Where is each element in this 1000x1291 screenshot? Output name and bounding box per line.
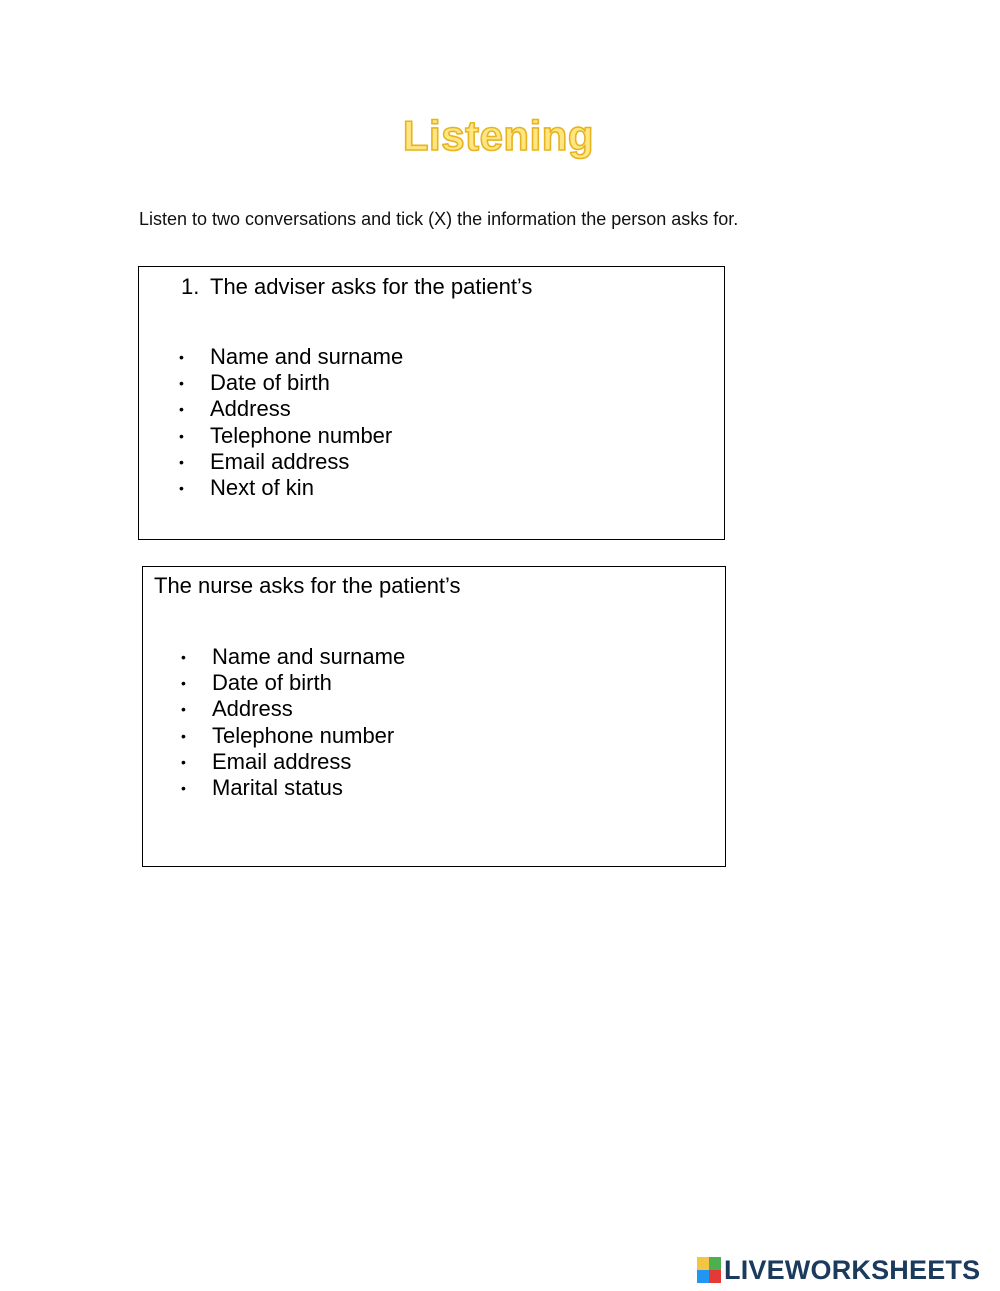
- bullet-icon: •: [181, 779, 186, 796]
- list-item[interactable]: [179, 344, 403, 370]
- item-label: Email address: [210, 448, 350, 474]
- list-item[interactable]: [179, 370, 403, 396]
- item-label: Telephone number: [212, 722, 395, 748]
- question-box-1: [138, 266, 725, 540]
- list-item[interactable]: [179, 396, 403, 422]
- bullet-icon: •: [181, 675, 186, 692]
- bullet-icon: •: [179, 401, 184, 418]
- list-item[interactable]: [181, 723, 405, 749]
- logo-square-green: [709, 1257, 721, 1270]
- bullet-icon: •: [181, 701, 186, 718]
- option-list: [181, 644, 405, 801]
- page-title: Listening: [402, 112, 595, 159]
- list-item[interactable]: [179, 475, 403, 501]
- bullet-icon: •: [179, 453, 184, 470]
- bullet-icon: •: [181, 727, 186, 744]
- instruction-text: Listen to two conversations and tick (X) the information the person asks for.: [139, 209, 739, 229]
- bullet-icon: •: [179, 479, 184, 496]
- item-label: Date of birth: [212, 670, 332, 696]
- logo-square-blue: [697, 1270, 709, 1283]
- logo-square-yellow: [697, 1257, 709, 1270]
- item-label: Address: [210, 396, 291, 422]
- item-label: Next of kin: [210, 474, 314, 500]
- option-list: [179, 344, 403, 501]
- list-item[interactable]: [181, 644, 405, 670]
- question-heading: The adviser asks for the patient’s: [210, 274, 533, 299]
- question-number: 1.: [181, 274, 200, 299]
- question-box-2: [142, 566, 726, 867]
- bullet-icon: •: [179, 427, 184, 444]
- list-item[interactable]: [181, 696, 405, 722]
- item-label: Telephone number: [210, 422, 393, 448]
- list-item[interactable]: [181, 670, 405, 696]
- question-heading: The nurse asks for the patient’s: [154, 573, 461, 598]
- bullet-icon: •: [179, 375, 184, 392]
- list-item[interactable]: [179, 449, 403, 475]
- item-label: Date of birth: [210, 370, 330, 396]
- bullet-icon: •: [181, 649, 186, 665]
- item-label: Email address: [212, 748, 352, 774]
- bullet-icon: •: [181, 753, 186, 770]
- bullet-icon: •: [179, 349, 184, 365]
- list-item[interactable]: [179, 423, 403, 449]
- item-label: Marital status: [212, 774, 343, 800]
- logo-square-red: [709, 1270, 721, 1283]
- item-label: Name and surname: [212, 644, 406, 669]
- item-label: Address: [212, 696, 293, 722]
- list-item[interactable]: [181, 749, 405, 775]
- logo-text: LIVEWORKSHEETS: [724, 1254, 981, 1285]
- item-label: Name and surname: [210, 344, 404, 369]
- list-item[interactable]: [181, 775, 405, 801]
- liveworksheets-logo-icon: [697, 1257, 721, 1283]
- liveworksheets-logo[interactable]: [697, 1256, 980, 1284]
